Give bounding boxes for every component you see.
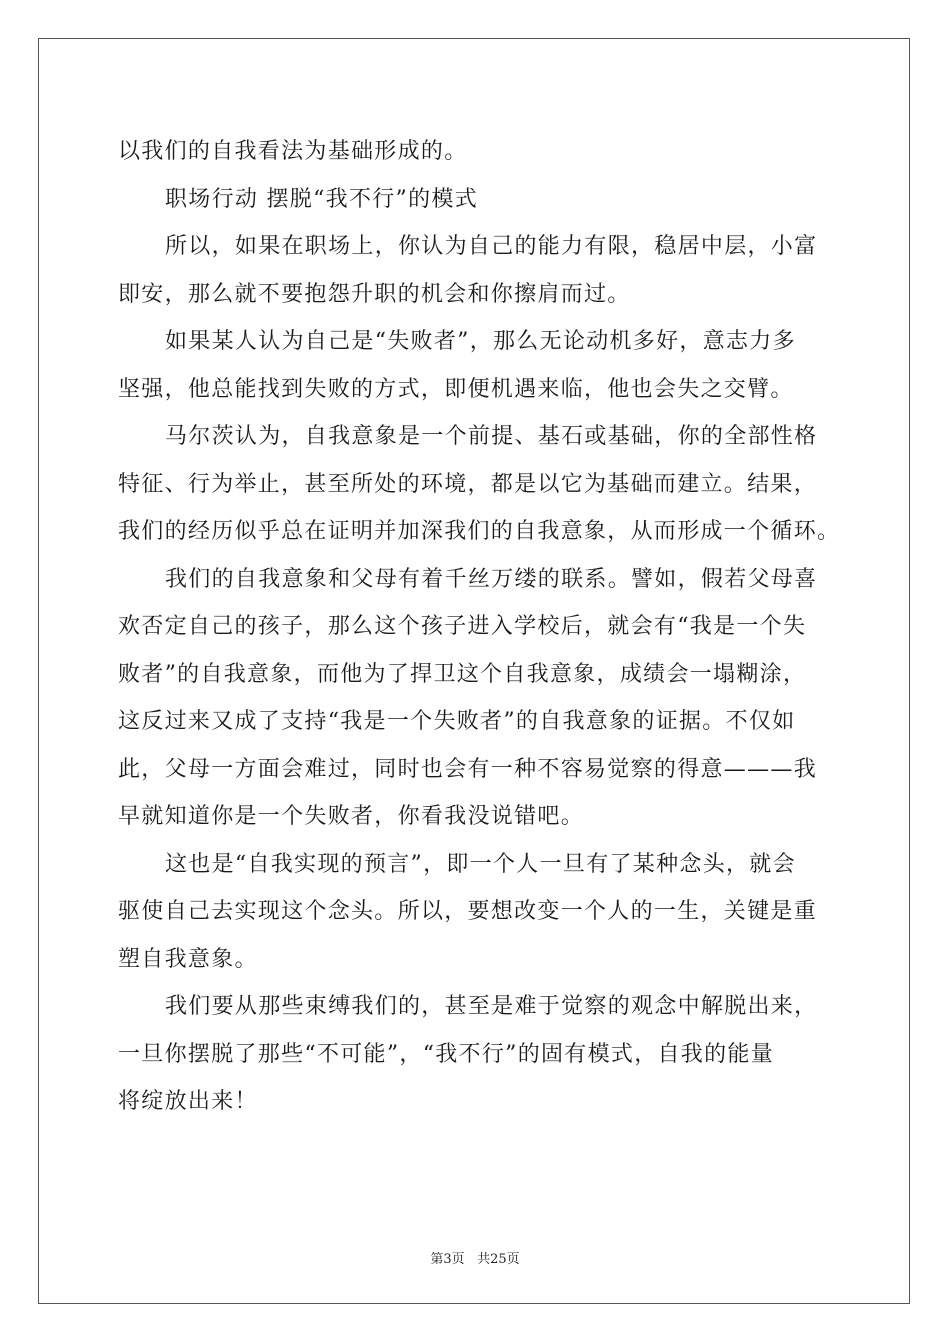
- text-line-1: 以我们的自我看法为基础形成的。: [118, 139, 468, 164]
- text-line-9: 我们的经历似乎总在证明并加深我们的自我意象，从而形成一个循环。: [118, 519, 841, 544]
- text-line-21: 将绽放出来！: [118, 1089, 258, 1114]
- text-line-7: 马尔茨认为，自我意象是一个前提、基石或基础，你的全部性格: [165, 424, 818, 449]
- page-footer: [0, 1248, 950, 1267]
- text-line-11: 欢否定自己的孩子，那么这个孩子进入学校后，就会有“我是一个失: [118, 614, 807, 639]
- text-line-18: 塑自我意象。: [118, 946, 258, 972]
- page-total: 共25页: [477, 1252, 520, 1267]
- text-line-6: 坚强，他总能找到失败的方式，即便机遇来临，他也会失之交臂。: [118, 376, 794, 402]
- text-line-8: 特征、行为举止，甚至所处的环境，都是以它为基础而建立。结果，: [118, 471, 818, 497]
- text-line-14: 此，父母一方面会难过，同时也会有一种不容易觉察的得意———我: [118, 756, 818, 782]
- text-line-17: 驱使自己去实现这个念头。所以，要想改变一个人的一生，关键是重: [118, 899, 818, 924]
- page-number: 第3页: [430, 1252, 465, 1267]
- section-heading: 职场行动 摆脱“我不行”的模式: [165, 186, 478, 212]
- text-line-4: 即安，那么就不要抱怨升职的机会和你擦肩而过。: [118, 281, 631, 307]
- text-line-13: 这反过来又成了支持“我是一个失败者”的自我意象的证据。不仅如: [118, 709, 796, 734]
- text-line-10: 我们的自我意象和父母有着千丝万缕的联系。譬如，假若父母喜: [165, 566, 818, 592]
- text-line-15: 早就知道你是一个失败者，你看我没说错吧。: [118, 804, 585, 829]
- document-body: [118, 128, 841, 1126]
- text-line-5: 如果某人认为自己是“失败者”，那么无论动机多好，意志力多: [165, 329, 796, 354]
- text-line-19: 我们要从那些束缚我们的，甚至是难于觉察的观念中解脱出来，: [165, 994, 818, 1019]
- text-line-16: 这也是“自我实现的预言”，即一个人一旦有了某种念头，就会: [165, 851, 796, 877]
- text-line-12: 败者”的自我意象，而他为了捍卫这个自我意象，成绩会一塌糊涂，: [118, 661, 807, 687]
- text-line-3: 所以，如果在职场上，你认为自己的能力有限，稳居中层，小富: [165, 234, 818, 259]
- text-line-20: 一旦你摆脱了那些“不可能”，“我不行”的固有模式，自我的能量: [118, 1041, 774, 1067]
